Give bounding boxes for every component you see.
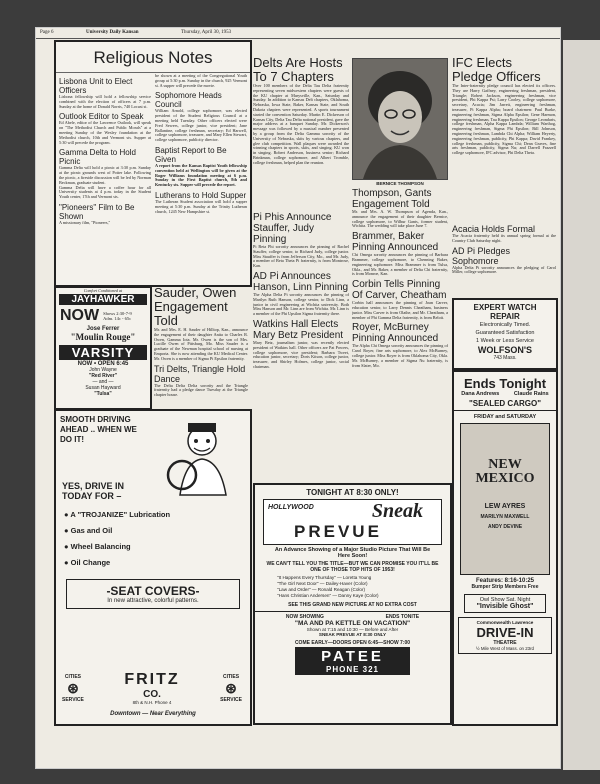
tridelt-title: Tri Delts, Triangle Hold Dance: [154, 363, 246, 384]
wolfson-address: 743 Mass.: [493, 355, 517, 361]
bullet-icon: ●: [64, 542, 71, 551]
ifc-body: The Inter-fraternity pledge council has elected its officers. They are Harry Gaffney, engineering freshman, president, Triangle; Robert Jackson, engineering freshman, vice president, Phi Kappa Psi; Larry Cooley, college sophomore, secretary, Acacia; Jim Jarrett, engineering freshman, treasurer, Pi Kappa Alpha; board chairmen: Paul Burke, engineering freshman, Sigma Alpha Epsilon; Gene Harmon, engineering freshman, Tau Kappa Epsilon; George Leondaris, college freshman, Alpha Kappa Lambda; William Warthog, engineering freshman, Sigma Phi Epsilon; Bill Johnson, engineering freshman, Lambda Chi Alpha; William Heyerty, engineering freshman, publicity, Phi Kappa; David Frankey, college freshman, publicity, Sigma Chi; Dean Graves, fine arts freshman, publicity, Sigma Nu; and Darrell Frazzell college sophomore, IFC advisor, Phi Delta Theta.: [452, 84, 556, 156]
item-head: Lutherans to Hold Supper: [155, 190, 247, 200]
sneak-lead: An Advance Showing of a Major Studio Picture That Will Be Here Soon!: [274, 547, 431, 559]
bullet-icon: ●: [64, 558, 71, 567]
sauder-title: Sauder, Owen Engagement Told: [154, 286, 237, 328]
service-item: [64, 539, 250, 555]
item-head: Lisbona Unit to Elect Officers: [59, 77, 133, 95]
ad-days: FRIDAY and SATURDAY: [454, 410, 556, 420]
cast-name: Claude Rains: [513, 391, 549, 397]
drive-in-ad: [452, 370, 558, 726]
triangle-icon: ⊛: [225, 679, 237, 696]
religious-notes-box: [54, 40, 252, 287]
varsity-logo: VARSITY: [59, 345, 147, 360]
religious-notes-title: Religious Notes: [56, 42, 250, 73]
item-body: Gamma Delta will have a coffee hour for all University students at 4 p.m. today in the Student Youth center, 17th and Vermont sts.: [59, 184, 151, 200]
ad-star: John Wayne: [89, 367, 117, 373]
portrait-photo: [352, 58, 448, 180]
new-mexico-poster: [460, 423, 550, 575]
fritz-co-ad: [54, 409, 252, 726]
sneak-prevue-ad: [253, 483, 452, 725]
item-head: Sophomore Heads Council: [155, 91, 222, 110]
ad-line: Electronically Timed.: [479, 322, 531, 328]
service-label: A "TROJANIZE" Lubrication: [70, 510, 171, 519]
logo-text: CITIES: [64, 673, 81, 680]
ad-film: "Moulin Rouge": [70, 332, 136, 342]
adpi2-title: AD Pi Pledges Sophomore: [452, 245, 511, 266]
doors-open: COME EARLY—DOORS OPEN 6:45—SHOW 7:00: [294, 640, 411, 646]
ad-line: 1 Week or Less Service: [476, 338, 534, 344]
triangle-icon: ⊛: [67, 679, 79, 696]
fritz-tagline: Downtown — Near Everything: [110, 711, 196, 717]
movie-ad-jayhawker-varsity: [54, 286, 152, 410]
sneak-logo: [263, 499, 442, 545]
logo-text: SERVICE: [62, 696, 84, 703]
item-body: A missionary film, "Pioneers,": [59, 219, 111, 225]
logo-text: Sneak: [371, 500, 423, 522]
religious-col-1: [59, 74, 151, 226]
film-line: "It Happens Every Thursday" — Loretta Young: [277, 575, 372, 580]
item-body: Gamma Delta will hold a picnic at 3:30 p.m. Sunday at the picnic grounds west of Potter lake. Following the picnic, a fireside discussion will be led by Norman Beckman, graduate student.: [59, 165, 151, 185]
patee-phone: PHONE 321: [325, 665, 380, 674]
now-sneak: SNEAK PREVUE AT 8:30 ONLY: [318, 632, 387, 637]
ad-admission: Adm. 14c - 65c: [103, 316, 132, 321]
royer-title: Royer, McBurney Pinning Announced: [352, 322, 439, 345]
delts-body: Over 100 members of the Delta Tau Delta fraternity representing seven midwestern chapters were guests of the KU chapter at Marysville, Kan., Saturday and Sunday. In addition to Kansas Delt chapters, Oklahoma, Nebraska, Iowa State, Baker, Kansas State, and South Dakota chapters were represented. A sports tournament started the convention Saturday. Martin E. Dickerson of Kansas City, Delta Tau Delta national president, gave the major address at a banquet Sunday. Mr. Dickerson's message was followed by a musical number presented by a group from the Delta Gamma sorority of the University of Nebraska, skits by various chapters, and glee club competition. Wall plaques were awarded the winning chapters in sports, skits, and singing. KU won in singing. Robert Anderson, business senior; Richard Brinkman, college sophomore, and Albert Tromble, college freshman, helped plan the reunion.: [253, 84, 349, 165]
ad-line: REPAIR: [490, 312, 520, 321]
ad-now: NOW: [60, 307, 100, 324]
middle-column: [253, 56, 349, 496]
item-body: William Arnold, college sophomore, was elected president of the Student Religious Council at a meeting held Tuesday. Other officers elected were Fred Sewers, college junior, vice president; Jane Ballantine, college freshman, secretary; Ed Harwell, college sophomore, treasurer, and Mary Ellen Stewart, college sophomore, publicity director.: [155, 108, 247, 143]
tridelt-body: The Delta Delta Delta sorority and the Triangle fraternity had a pledge dance Tuesday at the Triangle chapter house.: [154, 382, 248, 398]
poster-star: LEW AYRES: [484, 503, 526, 510]
page-number: Page 6: [40, 30, 54, 35]
jayhawker-logo: JAYHAWKER: [59, 294, 147, 305]
service-label: Gas and Oil: [70, 526, 113, 535]
seat-covers-box: [66, 579, 240, 609]
ad-line: Guaranteed Satisfaction: [475, 330, 535, 336]
pibeta-body: Pi Beta Phi sorority announces the pinning of Rachel Stauffer, college senior, to Richard Judy, college junior. Miss Stauffer is from Jefferson City, Mo., and Mr. Judy, a member of Beta Theta Pi fraternity, is from Montrose, Kan.: [253, 244, 349, 269]
cast-name: Dana Andrews: [461, 391, 500, 397]
ifc-column: [452, 56, 556, 294]
wolfson-ad: [452, 298, 558, 370]
adpi-body: The Alpha Delta Pi sorority announces the pinning of Marilyn Ruth Hanson, college senior, to Dick Linn, a junior in civil engineering at Wichita university. Both Miss Hanson and Mr. Linn are from Wichita. Mr. Linn is a member of the Phi Upsilon Sigma fraternity there.: [253, 291, 349, 317]
item-body: A report from the Kansas Baptist Youth fellowship convention held at Wellington will be given at the Roger Williams foundation meeting at 6 p.m. Sunday in the First Baptist church, 8th and Kentucky sts. Supper will precede the report.: [155, 162, 247, 188]
item-head: Baptist Report to Be Given: [155, 145, 227, 164]
drive-in-line: Commonwealth Lawrence: [476, 620, 534, 625]
sneak-see: SEE THIS GRAND NEW PICTURE AT NO EXTRA COST: [288, 602, 417, 608]
ad-film: "Red River": [88, 373, 118, 379]
poster-star: ANDY DEVINE: [487, 524, 523, 530]
bumper-note: Bumper Strip Members Free: [471, 584, 539, 590]
paper-name: University Daily Kansan: [86, 30, 139, 35]
watkins-title: Watkins Hall Elects Mary Betz President: [253, 318, 344, 341]
seat-covers: -SEAT COVERS-: [106, 584, 200, 598]
brammer-title: Brammer, Baker Pinning Announced: [352, 231, 439, 254]
fritz-headline: SMOOTH DRIVING AHEAD .. WHEN WE DO IT!: [60, 415, 137, 444]
now-times: Shown at 7:15 and 10:30 — Before and After: [306, 627, 399, 632]
sauder-body: Mr. and Mrs. E. H. Sauder of Hilltop, Kan., announce the engagement of their daughter Anita to Charles R. Owen, Gamma Iota. Mr. Owen is the son of Mrs. Lucille Owen of Pittsburg, Mo. Miss Sauder is a graduate of the Newman hospital school of nursing at Emporia. She is now attending the KU Medical Center. Mr. Owen is a member of Sigma Pi Epsilon fraternity.: [154, 327, 248, 361]
adpi-title: AD Pi Announces Hanson, Linn Pinning: [253, 270, 349, 293]
ad-star: Jose Ferrer: [86, 326, 120, 332]
cities-service-logo: [220, 674, 242, 703]
seat-covers-note: In new attractive, colorful patterns.: [107, 598, 199, 604]
now-film: "MA AND PA KETTLE ON VACATION": [294, 620, 411, 627]
adpi2-body: Alpha Delta Pi sorority announces the pledging of Carol Miller, college sophomore.: [452, 264, 556, 275]
film-line: "Law and Order" — Ronald Reagan (Color): [277, 587, 366, 592]
religious-col-2: [155, 74, 247, 214]
logo-text: PREVUE: [294, 522, 382, 541]
ends-film: "SEALED CARGO": [468, 399, 542, 408]
film-line: "The Girl Next Door" — Dailey-Haver (Color): [277, 581, 368, 586]
ends-tonite: ENDS TONITE: [385, 614, 420, 620]
brammer-body: Chi Omega sorority announces the pinning of Barbara Brammer, college sophomore, to Chenning Baker, engineering sophomore. Miss Brammer is from Tulsa, Okla., and Mr. Baker, a member of Delta Chi fraternity, is from Monroe, Kan.: [352, 252, 448, 277]
item-body: Lisbona fellowship will hold a fellowship service combined with the election of officers at 7 p.m. Sunday at the home of Donald Norris, 740 Locust st.: [59, 94, 151, 109]
logo-text: HOLLYWOOD: [268, 504, 314, 511]
photo-caption: BERNICE THOMPSON: [376, 181, 424, 186]
poster-title: NEW MEXICO: [475, 457, 535, 486]
item-body: be shown at a meeting of the Congregational Youth group at 5:30 p.m. Sunday in the church, 925 Vermont st. A supper will precede the movie.: [155, 73, 247, 88]
service-label: Wheel Balancing: [70, 542, 131, 551]
owl-film: "Invisible Ghost": [476, 603, 534, 610]
service-item: [64, 507, 250, 523]
item-body: The Lutheran Student association will hold a supper meeting at 5:30 p.m. Sunday at the Trinity Lutheran church, 1245 New Hampshire st.: [155, 198, 247, 214]
fritz-name: FRITZ: [124, 671, 180, 688]
acacia-title: Acacia Holds Formal: [452, 224, 536, 234]
driver-cartoon: [160, 417, 242, 497]
royer-body: The Alpha Chi Omega sorority announces the pinning of Carol Royer, fine arts sophomore, to Alex McBurney, college junior. Miss Royer is from Oklahoma City, Okla. Mr. McBurney, a member of Sigma Nu fraternity, is from Slater, Mo.: [352, 343, 448, 368]
service-label: Oil Change: [70, 558, 111, 567]
corbin-title: Corbin Tells Pinning Of Carver, Cheatham: [352, 279, 447, 302]
acacia-body: The Acacia fraternity held its annual spring formal at the Country Club Saturday night.: [452, 233, 556, 243]
service-item: [64, 555, 250, 571]
item-body: Ed Abele, editor of the Lawrence Outlook, will speak on "The Methodist Church and Public Morals" at a meeting Sunday of the Wesley foundation at the Methodist church, 10th and Vermont sts. Supper at 5:30 will precede the program.: [59, 120, 151, 145]
ifc-title: IFC Elects Pledge Officers: [452, 56, 541, 84]
cities-service-logo: [62, 674, 84, 703]
item-head: Gamma Delta to Hold Picnic: [59, 148, 136, 167]
drive-in-line: THEATRE: [493, 640, 517, 646]
wolfson-name: WOLFSON'S: [477, 345, 533, 355]
item-head: "Pioneers" Film to Be Shown: [59, 202, 135, 221]
page-header: [36, 28, 560, 39]
ends-tonight: Ends Tonight: [463, 376, 547, 391]
drive-in-logo: DRIVE-IN: [476, 625, 534, 640]
adjacent-page-edge: [563, 40, 600, 770]
pibeta-title: Pi Phis Announce Stauffer, Judy Pinning: [253, 212, 332, 245]
watkins-body: Mary Betz, journalism junior, was recently elected president of Watkins hall. Other officers are Pat Powers, college sophomore, vice president; Barbara Tweet, education junior, secretary; Doris Kitson, college junior, treasurer, and Shirley Holmes, college junior, social chairman.: [253, 339, 349, 369]
ad-film: "Tulsa": [94, 391, 112, 397]
drive-in-line: ½ Mile West of Mass. on 23rd: [476, 646, 534, 651]
sneak-top: TONIGHT AT 8:30 ONLY!: [306, 488, 399, 497]
ad-line: EXPERT WATCH: [473, 303, 537, 312]
ad-shows: Shows 2:30-7-9: [103, 311, 132, 316]
newspaper-page: [36, 28, 560, 768]
bullet-icon: ●: [64, 526, 71, 535]
ad-star: Susan Hayward: [85, 385, 121, 391]
sneak-promise: WE CAN'T TELL YOU THE TITLE—BUT WE CAN PROMISE YOU IT'LL BE ONE OF THOSE TOP HITS OF 1953!: [266, 561, 439, 573]
owl-show: Owl Show Sat. Night: [479, 597, 531, 603]
logo-text: SERVICE: [220, 696, 242, 703]
item-head: Outlook Editor to Speak: [59, 112, 144, 122]
ad-and: — and —: [92, 379, 114, 385]
ad-now: NOW • OPEN 6:45: [77, 361, 129, 367]
features-times: Features: 8:16-10:25: [475, 578, 535, 584]
thompson-title: Thompson, Gants Engagement Told: [352, 188, 432, 210]
fritz-co: CO.: [143, 689, 161, 700]
ad-line: Comfort Conditioned at: [83, 288, 123, 293]
corbin-body: Corbin hall announces the pinning of Joan Carver, education senior, to Larry Dennis Cheatham, business junior. Miss Carver is from Olathe, and Mr. Cheatham, a member of Phi Gamma Delta fraternity, is from Beloit.: [352, 300, 448, 320]
poster-star: MARILYN MAXWELL: [480, 514, 530, 520]
bullet-icon: ●: [64, 510, 71, 519]
thompson-body: Mr. and Mrs. A. W. Thompson of Agenda, Kan., announce the engagement of their daughter Bernice, college sophomore, to Wilbur Gants, former student, Wichita. The wedding will take place June 7.: [352, 209, 448, 229]
service-item: [64, 523, 250, 539]
issue-date: Thursday, April 30, 1953: [181, 30, 232, 35]
fritz-subhead: YES, DRIVE IN TODAY FOR –: [62, 481, 125, 501]
right-middle-column: [352, 58, 448, 498]
now-showing: NOW SHOWING: [285, 614, 324, 620]
logo-text: CITIES: [222, 673, 240, 680]
fritz-address: 8th & N.H. Phone 4: [132, 700, 172, 705]
film-line: "Hans Christian Andersen" — Danny Kaye (Color): [277, 593, 379, 598]
portrait-icon: [353, 59, 447, 179]
delts-title: Delts Are Hosts To 7 Chapters: [253, 56, 343, 84]
social-column-bottom-left: [154, 286, 248, 406]
patee-logo: PATEE: [321, 648, 384, 665]
